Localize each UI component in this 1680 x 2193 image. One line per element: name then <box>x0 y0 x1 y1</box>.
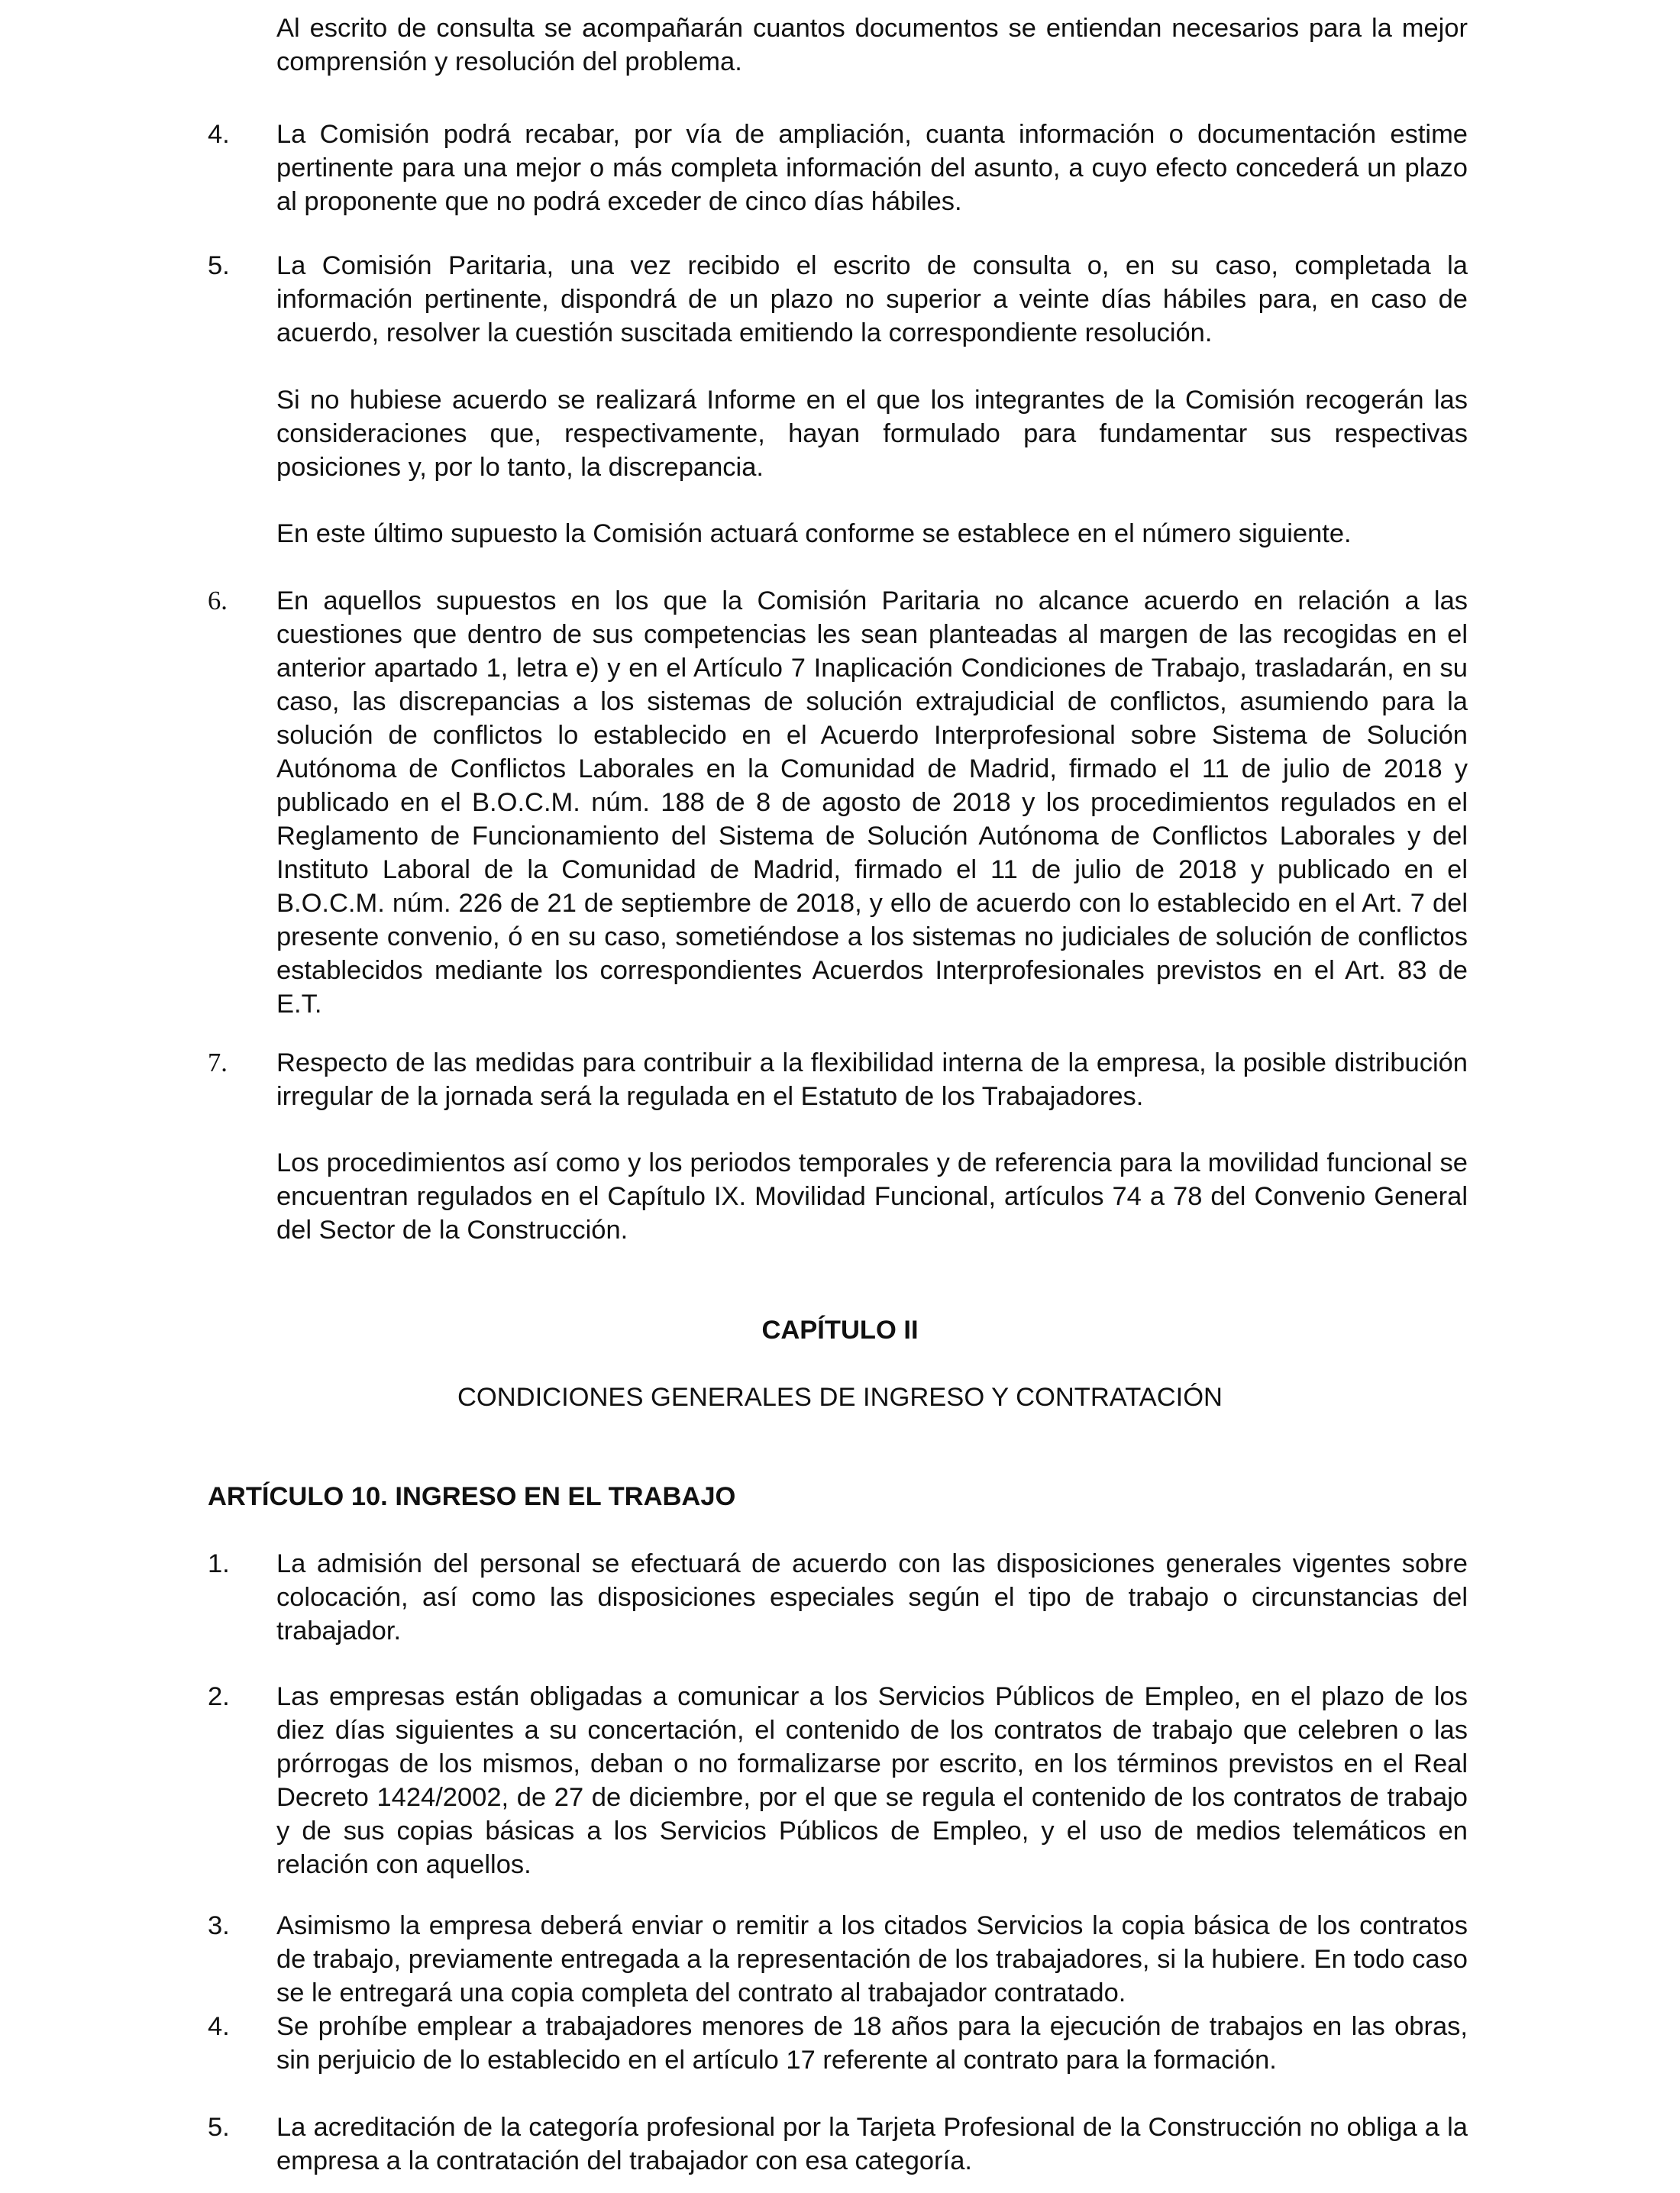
item-text: Respecto de las medidas para contribuir a la flexibilidad interna de la empresa, la posible distribución irregular de la jornada será la regulada en el Estatuto de los Trabajadores. <box>276 1048 1468 1111</box>
item-number: 1. <box>208 1549 230 1578</box>
item-text: En aquellos supuestos en los que la Comisión Paritaria no alcance acuerdo en relación a las cuestiones que dentro de sus competencias les sean planteadas al margen de las recogidas en el anterior apartado 1, letra e) y en el Artículo 7 Inaplicación Condiciones de Trabajo, trasladarán, en su caso, las discrepancias a los sistemas de solución extrajudicial de conflictos, asumiendo para la solución de conflictos lo establecido en el Acuerdo Interprofesional sobre Sistema de Solución Autónoma de Conflictos Laborales en la Comunidad de Madrid, firmado el 11 de julio de 2018 y publicado en el B.O.C.M. núm. 188 de 8 de agosto de 2018 y los procedimientos regulados en el Reglamento de Funcionamiento del Sistema de Solución Autónoma de Conflictos Laborales y del Instituto Laboral de la Comunidad de Madrid, firmado el 11 de julio de 2018 y publicado en el B.O.C.M. núm. 226 de 21 de septiembre de 2018, y ello de acuerdo con lo establecido en el Art. 7 del presente convenio, ó en su caso, sometiéndose a los sistemas no judiciales de solución de conflictos establecidos mediante los correspondientes Acuerdos Interprofesionales previstos en el Art. 83 de E.T. <box>276 586 1468 1019</box>
item-number: 5. <box>208 2113 230 2142</box>
item-text: La acreditación de la categoría profesional por la Tarjeta Profesional de la Construcción no obliga a la empresa a la contratación del trabajador con esa categoría. <box>276 2113 1468 2175</box>
item-number: 4. <box>208 120 230 149</box>
item-text: Las empresas están obligadas a comunicar a los Servicios Públicos de Empleo, en el plazo de los diez días siguientes a su concertación, el contenido de los contratos de trabajo que celebren o las prórrogas de los mismos, deban o no formalizarse por escrito, en los términos previstos en el Real Decreto 1424/2002, de 27 de diciembre, por el que se regula el contenido de los contratos de trabajo y de sus copias básicas a los Servicios Públicos de Empleo, y el uso de medios telemáticos en relación con aquellos. <box>276 1682 1468 1879</box>
item-number: 5. <box>208 251 230 280</box>
item-sub-paragraph: Si no hubiese acuerdo se realizará Informe en el que los integrantes de la Comisión recogerán las consideraciones que, respectivamente, hayan formulado para fundamentar sus respectivas posiciones y, por lo tanto, la discrepancia. <box>276 386 1468 482</box>
item-text: Se prohíbe emplear a trabajadores menores de 18 años para la ejecución de trabajos en las obras, sin perjuicio de lo establecido en el artículo 17 referente al contrato para la formación. <box>276 2012 1468 2075</box>
item-number: 7. <box>208 1048 228 1077</box>
item-number: 2. <box>208 1682 230 1711</box>
item-text: La admisión del personal se efectuará de acuerdo con las disposiciones generales vigentes sobre colocación, así como las disposiciones especiales según el tipo de trabajo o circunstancias del trabajador. <box>276 1549 1468 1646</box>
chapter-subtitle: CONDICIONES GENERALES DE INGRESO Y CONTRATACIÓN <box>457 1383 1223 1412</box>
article-heading: ARTÍCULO 10. INGRESO EN EL TRABAJO <box>208 1482 736 1511</box>
item-sub-paragraph: Los procedimientos así como y los periodos temporales y de referencia para la movilidad funcional se encuentran regulados en el Capítulo IX. Movilidad Funcional, artículos 74 a 78 del Convenio General del Sector de la Construcción. <box>276 1148 1468 1245</box>
item-number: 4. <box>208 2012 230 2041</box>
intro-paragraph: Al escrito de consulta se acompañarán cuantos documentos se entiendan necesarios para la mejor comprensión y resolución del problema. <box>276 14 1468 76</box>
item-sub-paragraph: En este último supuesto la Comisión actuará conforme se establece en el número siguiente. <box>276 519 1352 548</box>
item-text: La Comisión podrá recabar, por vía de ampliación, cuanta información o documentación estime pertinente para una mejor o más completa información del asunto, a cuyo efecto concederá un plazo al proponente que no podrá exceder de cinco días hábiles. <box>276 120 1468 216</box>
item-text: La Comisión Paritaria, una vez recibido el escrito de consulta o, en su caso, completada la información pertinente, dispondrá de un plazo no superior a veinte días hábiles para, en caso de acuerdo, resolver la cuestión suscitada emitiendo la correspondiente resolución. <box>276 251 1468 347</box>
item-number: 3. <box>208 1911 230 1940</box>
chapter-title: CAPÍTULO II <box>761 1316 919 1345</box>
item-text: Asimismo la empresa deberá enviar o remitir a los citados Servicios la copia básica de los contratos de trabajo, previamente entregada a la representación de los trabajadores, si la hubiere. En todo caso se le entregará una copia completa del contrato al trabajador contratado. <box>276 1911 1468 2007</box>
item-number: 6. <box>208 586 228 615</box>
